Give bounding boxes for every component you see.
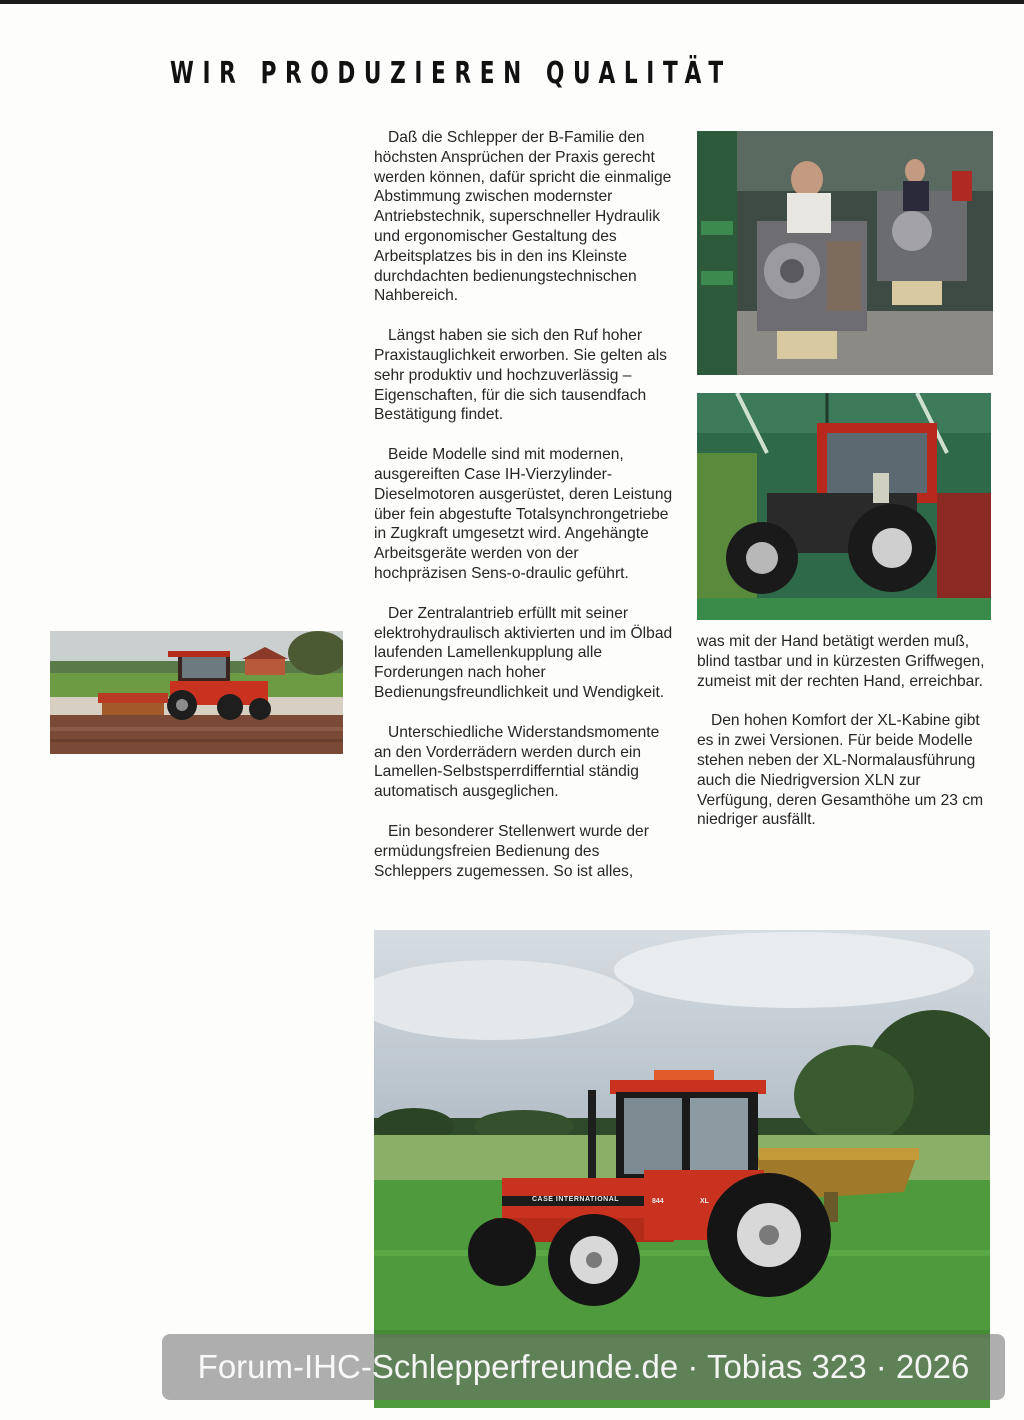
hood-label: CASE INTERNATIONAL [532,1196,620,1203]
watermark-text: Forum-IHC-Schlepperfreunde.de · Tobias 323 · 2026 [197,1348,970,1385]
photo-tractor-field [50,631,343,754]
paragraph: was mit der Hand betätigt werden muß, blind tastbar und in kürzesten Griffwegen, zumeist mit der rechten Hand, erreichbar. [697,633,985,690]
photo-tractor-assembly [697,393,991,620]
paragraph: Daß die Schlepper der B-Familie den höchsten Ansprüchen der Praxis gerecht werden können, dafür spricht die einmalige Abstimmung zwischen modernster Antriebstechnik, superschneller Hydraulik und ergonomischer Gestaltung des Arbeitsplatzes bis in den ins Kleinste durchdachten bedienungstechnischen Nahbereich. [374,129,672,305]
paragraph: Längst haben sie sich den Ruf hoher Praxistauglichkeit erworben. Sie gelten als sehr produktiv und hochzuverlässig – Eigenschaften, für die sich tausendfach Bestätigung findet. [374,327,667,424]
field-scene-illustration [50,631,343,754]
top-border-line [0,0,1024,4]
paragraph: Der Zentralantrieb erfüllt mit seiner elektrohydraulisch aktivierten und im Ölbad laufenden Lamellenkupplung alle Forderungen nach hoher Bedienungsfreundlichkeit und Wendigkeit. [374,604,673,701]
paragraph: Ein besonderer Stellenwert wurde der ermüdungsfreien Bedienung des Schleppers zugemessen. So ist alles, [374,822,649,880]
model-label: 844 [652,1198,664,1205]
assembly-line-illustration [697,393,991,620]
text-column-right [697,632,987,850]
photo-engine-assembly [697,131,993,375]
paragraph: Den hohen Komfort der XL-Kabine gibt es in zwei Versionen. Für beide Modelle stehen neben der XL-Normalausführung auch die Niedrigversion XLN zur Verfügung, deren Gesamthöhe um 23 cm niedriger ausfällt. [697,712,984,829]
text-column-left [374,128,674,901]
engine-assembly-illustration [697,131,993,375]
paragraph: Unterschiedliche Widerstandsmomente an den Vorderrädern werden durch ein Lamellen-Selbstsperrdifferntial ständig automatisch ausgeglichen. [374,723,660,801]
paragraph: Beide Modelle sind mit modernen, ausgereiften Case IH-Vierzylinder-Dieselmotoren ausgerüstet, deren Leistung über fein abgestufte Totalsynchrongetriebe in Zugkraft umgesetzt wird. Angehängte Arbeitsgeräte werden von der hochpräzisen Sens-o-draulic geführt. [374,446,673,582]
cab-label: XL [700,1198,709,1205]
page-title: WIR PRODUZIEREN QUALITÄT [170,56,732,91]
watermark-banner [162,1334,1005,1400]
